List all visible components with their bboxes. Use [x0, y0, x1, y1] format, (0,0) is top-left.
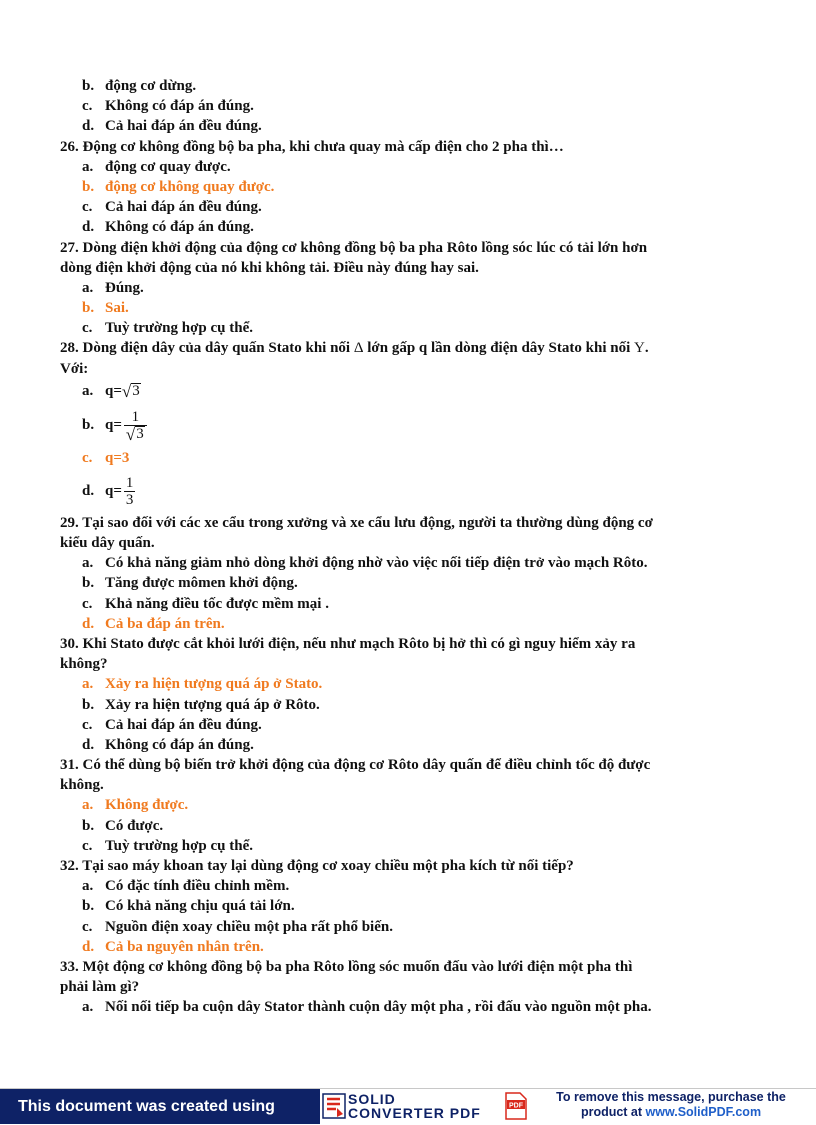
solidpdf-link[interactable]: www.SolidPDF.com [645, 1105, 762, 1119]
sqrt-expression: √ 3 [121, 382, 140, 402]
banner-purchase-message: To remove this message, purchase the product at www.SolidPDF.com [556, 1090, 786, 1119]
question-text: Với: [60, 360, 89, 377]
option-label: b. [82, 300, 95, 317]
option-b: b. q= 1 √ 3 [60, 405, 760, 447]
question-text: 26. Động cơ không đồng bộ ba pha, khi chưa quay mà cấp điện cho 2 pha thì… [60, 138, 564, 155]
option-text: Cả ba đáp án trên. [105, 615, 225, 632]
question-text: phải làm gì? [60, 979, 140, 996]
answer-option [60, 917, 760, 937]
answer-option [60, 217, 760, 237]
wye-symbol: Y [634, 340, 645, 357]
question-text: 33. Một động cơ không đồng bộ ba pha Rôto lồng sóc muốn đấu vào lưới điện một pha thì [60, 958, 633, 975]
pdf-file-icon [505, 1092, 527, 1120]
option-label: a. [82, 676, 94, 693]
answer-option-correct [60, 795, 760, 815]
answer-option [60, 876, 760, 896]
option-text: Tuỳ trường hợp cụ thể. [105, 320, 254, 337]
option-label: c. [82, 320, 93, 337]
question-text: 31. Có thể dùng bộ biến trở khởi động của động cơ Rôto dây quấn để điều chỉnh tốc độ được [60, 757, 651, 774]
answer-option [60, 594, 760, 614]
solidpdf-banner [0, 1088, 816, 1124]
answer-option [60, 157, 760, 177]
document-page [60, 76, 760, 1018]
option-text: Không có đáp án đúng. [105, 736, 254, 753]
option-text: Có khả năng chịu quá tải lớn. [105, 898, 295, 915]
answer-option [60, 197, 760, 217]
svg-text:PDF: PDF [509, 1102, 523, 1110]
option-text: Có được. [105, 817, 164, 834]
option-text: Không có đáp án đúng. [105, 98, 254, 115]
answer-option [60, 318, 760, 338]
question-text: 28. Dòng điện dây của dây quấn Stato khi nối Δ lớn gấp q lần dòng điện dây Stato khi nối Y. [60, 340, 649, 357]
option-text: động cơ không quay được. [105, 178, 275, 195]
answer-option [60, 836, 760, 856]
option-text: động cơ dừng. [105, 78, 197, 94]
answer-option [60, 816, 760, 836]
option-text: Nối nối tiếp ba cuộn dây Stator thành cuộn dây một pha , rồi đấu vào nguồn một pha. [105, 999, 652, 1016]
solid-converter-logo: SOLID CONVERTER PDF [322, 1091, 528, 1122]
delta-symbol: Δ [353, 340, 364, 357]
question-text: 32. Tại sao máy khoan tay lại dùng động cơ xoay chiều một pha kích từ nối tiếp? [60, 858, 574, 874]
option-text: Không có đáp án đúng. [105, 219, 254, 236]
question-text: 30. Khi Stato được cắt khỏi lưới điện, nếu như mạch Rôto bị hở thì có gì nguy hiểm xảy ra [60, 635, 636, 652]
option-text: động cơ quay được. [105, 158, 231, 175]
question-text: không. [60, 777, 104, 794]
option-text: Có khả năng giảm nhỏ dòng khởi động nhờ vào việc nối tiếp điện trở vào mạch Rôto. [105, 555, 648, 572]
option-label: b. [82, 696, 95, 713]
option-text: Không được. [105, 797, 189, 814]
question-text: dòng điện khởi động của nó khi không tải. Điều này đúng hay sai. [60, 259, 479, 276]
option-label: c. [82, 918, 93, 935]
option-text: Xảy ra hiện tượng quá áp ở Rôto. [105, 696, 320, 713]
option-text: Khả năng điều tốc được mềm mại . [105, 595, 329, 612]
option-label: d. [82, 938, 95, 955]
answer-option-correct [60, 937, 760, 957]
answer-option-correct [60, 614, 760, 634]
option-label: b. [82, 178, 95, 195]
answer-option [60, 735, 760, 755]
option-label: a. [82, 999, 94, 1016]
option-text: Cả hai đáp án đều đúng. [105, 199, 262, 216]
answer-option-correct [60, 177, 760, 197]
answer-option [60, 76, 760, 96]
option-label: d. [82, 219, 95, 236]
question-block-29-33 [60, 513, 760, 1018]
answer-option [60, 715, 760, 735]
answer-option [60, 553, 760, 573]
question-text: kiểu dây quấn. [60, 535, 155, 551]
option-d: d. q= $\frac{1}{3}$ [82, 475, 134, 509]
answer-option-correct [60, 298, 760, 318]
option-label: b. [82, 817, 95, 834]
option-label: a. [82, 797, 94, 814]
option-label: a. [82, 279, 94, 296]
option-label: b. [82, 575, 95, 592]
option-text: Có đặc tính điều chỉnh mềm. [105, 878, 290, 895]
answer-option [60, 695, 760, 715]
answer-option [60, 116, 760, 136]
option-text: Cả hai đáp án đều đúng. [105, 716, 262, 733]
question-block-25-27 [60, 76, 760, 338]
option-label: a. [82, 158, 94, 175]
option-label: c. [82, 716, 93, 733]
option-label: c. [82, 199, 93, 216]
option-a: a. q= √ 3 [82, 382, 140, 402]
option-c-correct: c. q=3 [82, 450, 130, 467]
logo-icon [322, 1093, 346, 1119]
option-text: Xảy ra hiện tượng quá áp ở Stato. [105, 676, 323, 693]
answer-option [60, 96, 760, 116]
option-text: Đúng. [105, 279, 144, 296]
option-label: c. [82, 595, 93, 612]
answer-option [60, 896, 760, 916]
option-label: a. [82, 878, 94, 895]
option-label: a. [82, 555, 94, 572]
option-label: d. [82, 736, 95, 753]
sqrt-expression: √ 3 [125, 424, 144, 444]
option-label: b. [82, 898, 95, 915]
banner-left-text: This document was created using [0, 1089, 320, 1124]
question-text: 29. Tại sao đối với các xe cẩu trong xưởng và xe cẩu lưu động, người ta thường dùng động cơ [60, 514, 653, 531]
answer-option-correct [60, 674, 760, 694]
option-text: Cả hai đáp án đều đúng. [105, 118, 262, 135]
option-text: Cả ba nguyên nhân trên. [105, 938, 264, 955]
fraction-expression: $\frac{1}{3}$ [125, 475, 134, 509]
option-text: Sai. [105, 300, 129, 317]
question-28 [60, 338, 760, 512]
option-label: c. [82, 98, 93, 115]
option-label: d. [82, 118, 95, 135]
option-label: c. [82, 837, 93, 854]
option-label: b. [82, 78, 95, 94]
answer-option [60, 573, 760, 593]
option-label: d. [82, 615, 95, 632]
option-text: Tăng được mômen khởi động. [105, 575, 298, 592]
answer-option [60, 997, 760, 1017]
fraction-expression: 1 √ 3 [124, 409, 147, 443]
option-text: Nguồn điện xoay chiều một pha rất phổ biến. [105, 918, 393, 935]
question-text: 27. Dòng điện khởi động của động cơ không đồng bộ ba pha Rôto lồng sóc lúc có tải lớn hơn [60, 239, 648, 256]
answer-option [60, 278, 760, 298]
option-text: Tuỳ trường hợp cụ thể. [105, 837, 254, 854]
question-text: không? [60, 656, 108, 673]
